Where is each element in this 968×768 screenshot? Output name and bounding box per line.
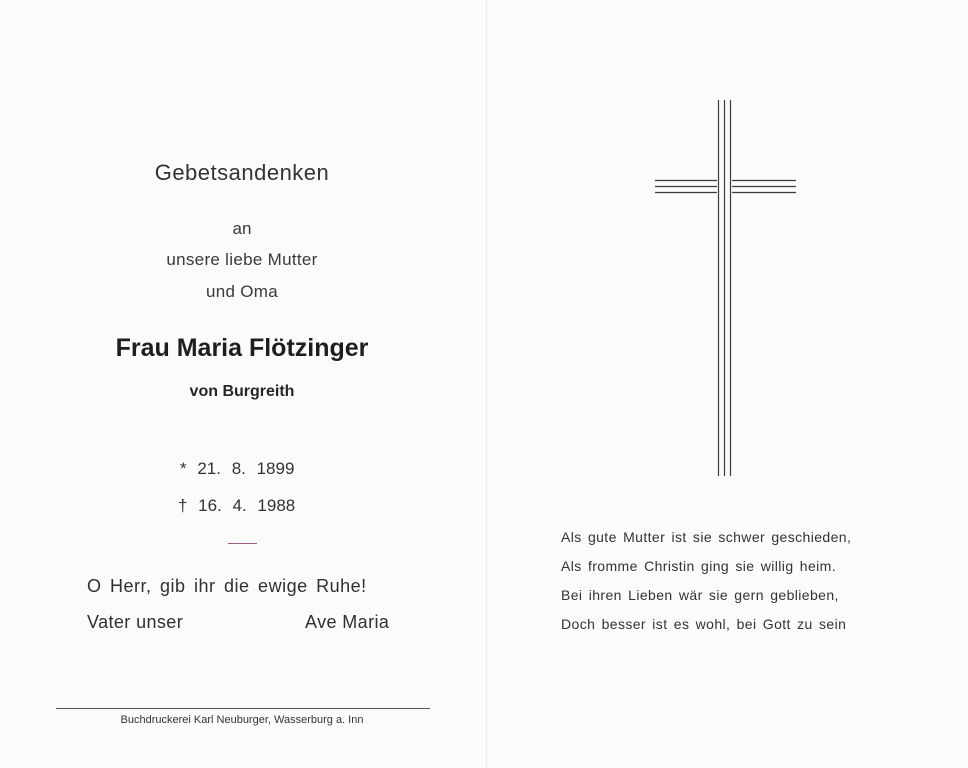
printer-credit: Buchdruckerei Karl Neuburger, Wasserburg a. Inn [120, 714, 364, 726]
prayer-vater-unser: Vater unser [87, 612, 184, 632]
poem-line-4: Doch besser ist es wohl, bei Gott zu sein [561, 616, 847, 632]
birth-date: * 21. 8. 1899 [180, 459, 295, 478]
deceased-origin: von Burgreith [189, 383, 295, 400]
prayer-line: O Herr, gib ihr die ewige Ruhe! [87, 576, 367, 596]
dedication-line-2: unsere liebe Mutter [166, 250, 318, 269]
prayer-ave-maria: Ave Maria [305, 612, 390, 632]
poem-line-3: Bei ihren Lieben wär sie gern geblieben, [561, 587, 839, 603]
short-divider [228, 543, 257, 544]
deceased-name: Frau Maria Flötzinger [115, 334, 369, 362]
poem-line-2: Als fromme Christin ging sie willig heim. [561, 558, 837, 574]
card-heading: Gebetsandenken [154, 160, 330, 185]
dedication-line-3: und Oma [205, 282, 279, 301]
poem-line-1: Als gute Mutter ist sie schwer geschieden, [561, 529, 852, 545]
dedication-line-1: an [232, 219, 252, 238]
printer-divider [56, 708, 430, 709]
death-date: † 16. 4. 1988 [178, 496, 296, 515]
cross-icon [655, 100, 796, 476]
